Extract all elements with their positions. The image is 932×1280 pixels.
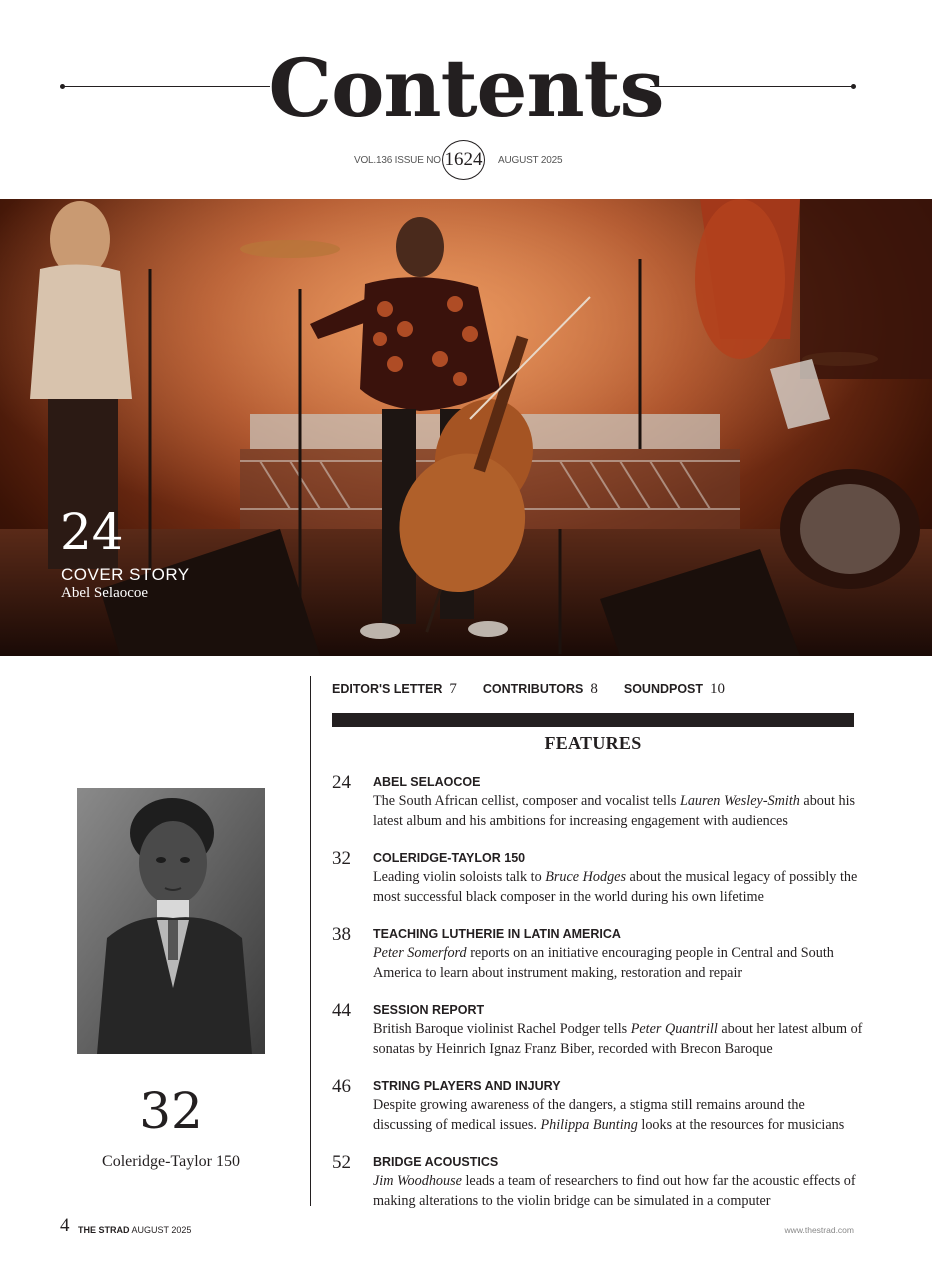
column-divider xyxy=(310,676,311,1206)
feature-description: Despite growing awareness of the dangers, a stigma still remains around the discussing of medical issues. Philippa Bunting looks at the resources for musicians xyxy=(373,1097,845,1133)
issue-line xyxy=(0,140,932,180)
department-label: SOUNDPOST xyxy=(623,682,704,696)
cover-story-page: 24 xyxy=(60,503,124,561)
feature-page: 32 xyxy=(332,848,351,869)
feature-description: Peter Somerford reports on an initiative encouraging people in Central and South America to learn about instrument making, restoration and repair xyxy=(373,945,834,981)
department-label: EDITOR'S LETTER xyxy=(332,682,443,696)
feature-page: 46 xyxy=(332,1076,351,1097)
feature-title: SESSION REPORT xyxy=(373,1003,485,1017)
feature-title: STRING PLAYERS AND INJURY xyxy=(373,1079,561,1093)
feature-item[interactable] xyxy=(332,924,862,984)
side-feature-page: 32 xyxy=(139,1082,203,1140)
footer-url[interactable]: www.thestrad.com xyxy=(784,1225,854,1235)
feature-description: British Baroque violinist Rachel Podger tells Peter Quantrill about her latest album of sonatas by Heinrich Ignaz Franz Biber, recorded with Brecon Baroque xyxy=(373,1021,863,1057)
feature-title: BRIDGE ACOUSTICS xyxy=(373,1155,499,1169)
side-feature-caption: Coleridge-Taylor 150 xyxy=(102,1153,240,1170)
feature-item[interactable] xyxy=(332,848,862,908)
volume-label: VOL.136 ISSUE NO xyxy=(354,155,441,166)
cover-story-name: Abel Selaocoe xyxy=(61,585,149,601)
feature-page: 38 xyxy=(332,924,351,945)
feature-item[interactable] xyxy=(332,772,862,832)
feature-description: Leading violin soloists talk to Bruce Hodges about the musical legacy of possibly the most successful black composer in the world during his own lifetime xyxy=(373,869,858,905)
features-heading: FEATURES xyxy=(544,733,642,753)
section-bar xyxy=(332,713,854,727)
department-item[interactable] xyxy=(483,680,598,698)
feature-description: The South African cellist, composer and vocalist tells Lauren Wesley-Smith about his latest album and his ambitions for increasing engagement with audiences xyxy=(373,793,856,829)
feature-item[interactable] xyxy=(332,1152,862,1212)
feature-item[interactable] xyxy=(332,1000,862,1060)
feature-title: TEACHING LUTHERIE IN LATIN AMERICA xyxy=(373,927,621,941)
feature-title: COLERIDGE-TAYLOR 150 xyxy=(373,851,526,865)
department-page: 8 xyxy=(590,681,598,697)
department-item[interactable] xyxy=(332,680,457,698)
footer-publication: THE STRAD AUGUST 2025 xyxy=(78,1225,192,1235)
department-label: CONTRIBUTORS xyxy=(482,682,584,696)
departments-list xyxy=(332,680,747,700)
footer-page-number: 4 xyxy=(60,1215,70,1236)
feature-description: Jim Woodhouse leads a team of researchers to find out how far the acoustic effects of making alterations to the violin bridge can be simulated in a computer xyxy=(373,1173,856,1209)
portrait-photo xyxy=(77,788,265,1054)
issue-number-badge: 1624 xyxy=(442,140,485,180)
portrait-illustration xyxy=(77,788,265,1054)
feature-page: 44 xyxy=(332,1000,351,1021)
feature-title: ABEL SELAOCOE xyxy=(373,775,481,789)
page-title: Contents xyxy=(268,41,664,135)
department-page: 7 xyxy=(449,681,457,697)
department-page: 10 xyxy=(710,681,726,697)
department-item[interactable] xyxy=(624,680,725,698)
cover-story-label: COVER STORY xyxy=(61,565,190,584)
feature-page: 24 xyxy=(332,772,351,793)
feature-page: 52 xyxy=(332,1152,351,1173)
issue-date: AUGUST 2025 xyxy=(498,155,563,166)
feature-item[interactable] xyxy=(332,1076,862,1136)
